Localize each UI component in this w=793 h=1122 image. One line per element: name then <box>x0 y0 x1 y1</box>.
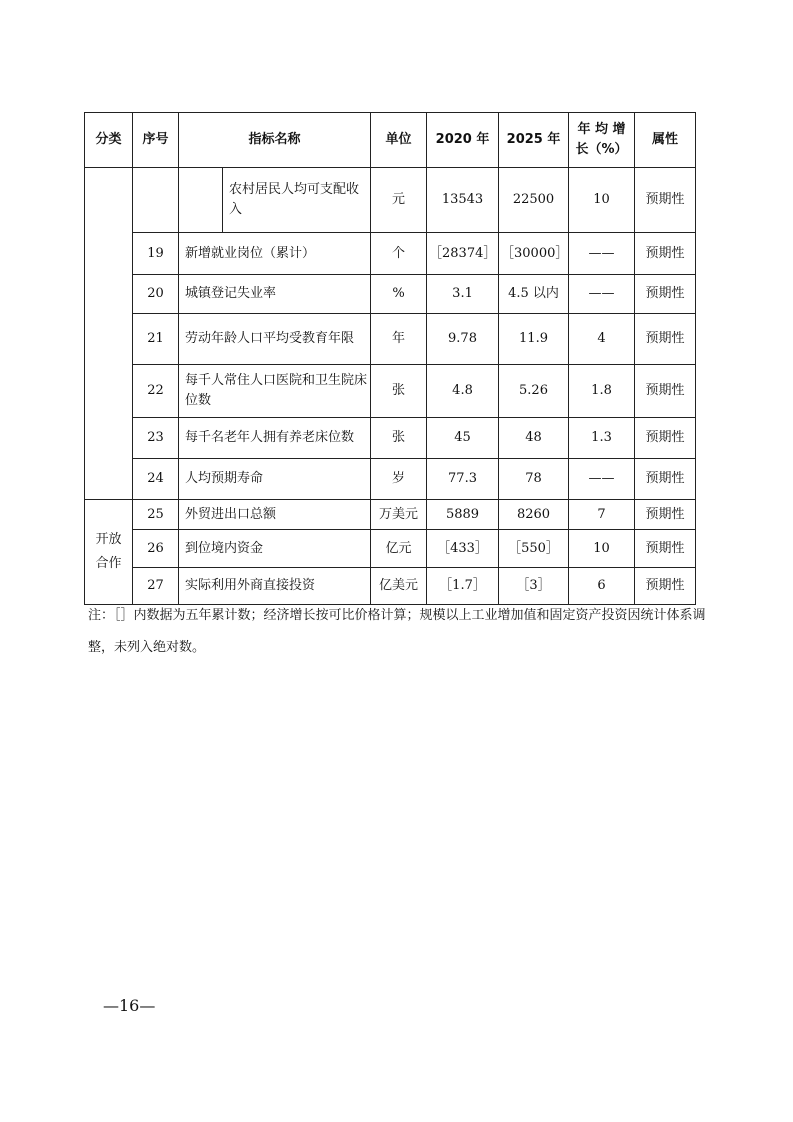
table-row <box>85 530 696 568</box>
header-growth: 年 均 增长（%） <box>569 113 635 168</box>
name-cell: 每千名老年人拥有养老床位数 <box>179 418 371 459</box>
unit-cell: 万美元 <box>371 500 427 530</box>
name-cell: 城镇登记失业率 <box>179 275 371 314</box>
unit-cell: % <box>371 275 427 314</box>
name-cell: 劳动年龄人口平均受教育年限 <box>179 314 371 365</box>
unit-cell: 亿美元 <box>371 568 427 605</box>
growth-cell: 6 <box>569 568 635 605</box>
growth-cell: 7 <box>569 500 635 530</box>
value-2020-cell: ［1.7］ <box>427 568 499 605</box>
value-2020-cell: 45 <box>427 418 499 459</box>
unit-cell: 元 <box>371 168 427 233</box>
seq-cell: 24 <box>133 459 179 500</box>
attr-cell: 预期性 <box>635 459 696 500</box>
growth-cell: 4 <box>569 314 635 365</box>
value-2020-cell: ［433］ <box>427 530 499 568</box>
growth-cell: —— <box>569 233 635 275</box>
value-2020-cell: 5889 <box>427 500 499 530</box>
value-2020-cell: 3.1 <box>427 275 499 314</box>
value-2020-cell: 4.8 <box>427 365 499 418</box>
value-2025-cell: 48 <box>499 418 569 459</box>
attr-cell: 预期性 <box>635 418 696 459</box>
unit-cell: 张 <box>371 365 427 418</box>
unit-cell: 张 <box>371 418 427 459</box>
category-cell-empty <box>85 168 133 500</box>
seq-cell: 27 <box>133 568 179 605</box>
value-2020-cell: 77.3 <box>427 459 499 500</box>
value-2025-cell: ［3］ <box>499 568 569 605</box>
seq-cell: 23 <box>133 418 179 459</box>
value-2025-cell: 5.26 <box>499 365 569 418</box>
attr-cell: 预期性 <box>635 500 696 530</box>
attr-cell: 预期性 <box>635 233 696 275</box>
table-row <box>85 168 696 233</box>
spacer-cell <box>179 168 223 233</box>
value-2025-cell: 22500 <box>499 168 569 233</box>
name-cell: 到位境内资金 <box>179 530 371 568</box>
attr-cell: 预期性 <box>635 365 696 418</box>
table-row <box>85 275 696 314</box>
header-attr: 属性 <box>635 113 696 168</box>
page-number: —16— <box>103 996 156 1015</box>
header-2025: 2025 年 <box>499 113 569 168</box>
name-cell: 每千人常住人口医院和卫生院床位数 <box>179 365 371 418</box>
value-2025-cell: 78 <box>499 459 569 500</box>
header-name: 指标名称 <box>179 113 371 168</box>
attr-cell: 预期性 <box>635 275 696 314</box>
table-header-row <box>85 113 696 168</box>
table-row <box>85 365 696 418</box>
growth-cell: 10 <box>569 168 635 233</box>
indicator-table <box>84 112 696 605</box>
seq-cell: 26 <box>133 530 179 568</box>
growth-cell: 10 <box>569 530 635 568</box>
seq-cell: 25 <box>133 500 179 530</box>
seq-cell: 21 <box>133 314 179 365</box>
value-2025-cell: ［30000］ <box>499 233 569 275</box>
growth-cell: 1.8 <box>569 365 635 418</box>
table-row <box>85 314 696 365</box>
header-unit: 单位 <box>371 113 427 168</box>
table-row <box>85 418 696 459</box>
value-2020-cell: 13543 <box>427 168 499 233</box>
seq-cell: 19 <box>133 233 179 275</box>
attr-cell: 预期性 <box>635 314 696 365</box>
value-2025-cell: 11.9 <box>499 314 569 365</box>
growth-cell: 1.3 <box>569 418 635 459</box>
name-cell: 人均预期寿命 <box>179 459 371 500</box>
attr-cell: 预期性 <box>635 568 696 605</box>
name-cell: 实际利用外商直接投资 <box>179 568 371 605</box>
value-2020-cell: ［28374］ <box>427 233 499 275</box>
unit-cell: 岁 <box>371 459 427 500</box>
seq-cell: 20 <box>133 275 179 314</box>
unit-cell: 亿元 <box>371 530 427 568</box>
table-row <box>85 568 696 605</box>
table-footnote: 注：［］内数据为五年累计数；经济增长按可比价格计算；规模以上工业增加值和固定资产投资因统计体系调整，未列入绝对数。 <box>88 608 706 655</box>
growth-cell: —— <box>569 275 635 314</box>
header-category: 分类 <box>85 113 133 168</box>
table-row <box>85 500 696 530</box>
seq-cell <box>133 168 179 233</box>
seq-cell: 22 <box>133 365 179 418</box>
unit-cell: 年 <box>371 314 427 365</box>
value-2025-cell: 4.5 以内 <box>499 275 569 314</box>
name-cell: 农村居民人均可支配收入 <box>223 168 371 233</box>
table-row <box>85 233 696 275</box>
growth-cell: —— <box>569 459 635 500</box>
header-seq: 序号 <box>133 113 179 168</box>
name-cell: 外贸进出口总额 <box>179 500 371 530</box>
header-2020: 2020 年 <box>427 113 499 168</box>
name-cell: 新增就业岗位（累计） <box>179 233 371 275</box>
value-2025-cell: ［550］ <box>499 530 569 568</box>
unit-cell: 个 <box>371 233 427 275</box>
category-cell-open: 开放合作 <box>85 500 133 605</box>
attr-cell: 预期性 <box>635 168 696 233</box>
value-2025-cell: 8260 <box>499 500 569 530</box>
value-2020-cell: 9.78 <box>427 314 499 365</box>
attr-cell: 预期性 <box>635 530 696 568</box>
table-row <box>85 459 696 500</box>
